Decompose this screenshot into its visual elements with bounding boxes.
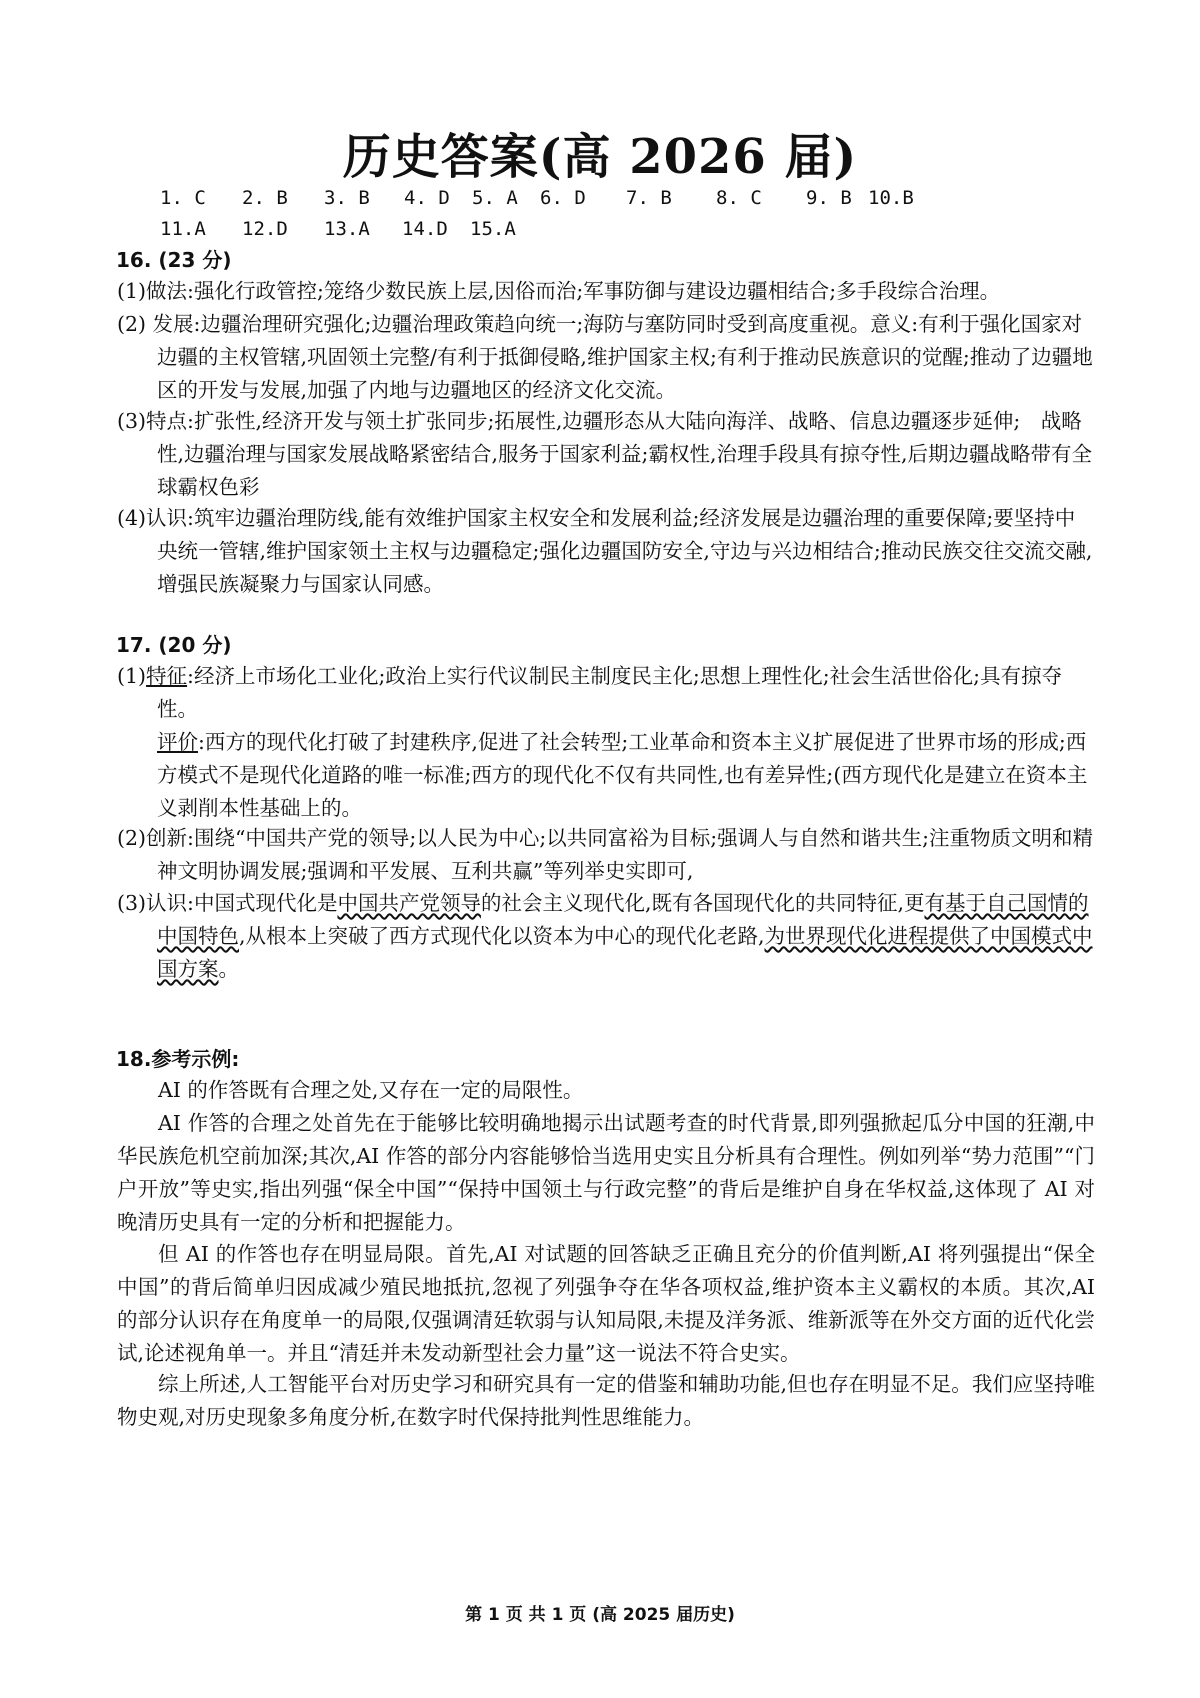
q18-paragraph-2: AI 作答的合理之处首先在于能够比较明确地揭示出试题考查的时代背景,即列强掀起瓜分中国的狂潮,中华民族危机空前加深;其次,AI 作答的部分内容能够恰当选用史实且分析具有合理性。例如列举“势力范围”“门户开放”等史实,指出列强“保全中国”“保持中国领土与行政完整”的背后是维护自身在华权益,这体现了 AI 对晚清历史具有一定的分析和把握能力。: [117, 1111, 1095, 1234]
q17-heading: 17. (20 分): [116, 633, 232, 657]
q17-part-1: [117, 660, 1095, 726]
q17-part-2: (2)创新:围绕“中国共产党的领导;以人民为中心;以共同富裕为目标;强调人与自然和谐共生;注重物质文明和精神文明协调发展;强调和平发展、互利共赢”等列举史实即可,: [117, 826, 1094, 883]
mc-answer: 10.B: [868, 187, 914, 209]
mc-answer: 13.A: [324, 218, 370, 240]
mc-answers-row-2: [160, 218, 516, 240]
mc-answer: 15.A: [470, 218, 516, 240]
mc-answer: 9. B: [806, 187, 852, 209]
q16-part-2: (2) 发展:边疆治理研究强化;边疆治理政策趋向统一;海防与塞防同时受到高度重视。意义:有利于强化国家对边疆的主权管辖,巩固领土完整/有利于抵御侵略,维护国家主权;有利于推动民族意识的觉醒;推动了边疆地区的开发与发展,加强了内地与边疆地区的经济文化交流。: [117, 312, 1093, 402]
item-number: (1): [117, 664, 147, 688]
wavy-underlined-text: 为世界现代化进程提供了中国模式中国方案: [157, 924, 1093, 981]
wavy-underlined-text: 有基于自己国情的中国特色: [157, 891, 1089, 948]
q18-paragraph-3: 但 AI 的作答也存在明显局限。首先,AI 对试题的回答缺乏正确且充分的价值判断,AI 将列强提出“保全中国”的背后简单归因成减少殖民地抵抗,忽视了列强争夺在华各项权益,维护资本主义霸权的本质。其次,AI 的部分认识存在角度单一的局限,仅强调清廷软弱与认知局限,未提及洋务派、维新派等在外交方面的近代化尝试,论述视角单一。并且“清廷并未发动新型社会力量”这一说法不符合史实。: [117, 1242, 1095, 1365]
mc-answer: 5. A: [472, 187, 518, 209]
q17-part-1-evaluation: [157, 726, 1095, 825]
q16-part-4: (4)认识:筑牢边疆治理防线,能有效维护国家主权安全和发展利益;经济发展是边疆治理的重要保障;要坚持中央统一管辖,维护国家领土主权与边疆稳定;强化边疆国防安全,守边与兴边相结合;推动民族交往交流交融,增强民族凝聚力与国家认同感。: [117, 506, 1093, 596]
q18-paragraph-1: AI 的作答既有合理之处,又存在一定的局限性。: [158, 1078, 584, 1102]
item-text: :经济上市场化工业化;政治上实行代议制民主制度民主化;思想上理性化;社会生活世俗化;具有掠夺性。: [157, 664, 1063, 721]
mc-answer: 12.D: [242, 218, 288, 240]
page-title: 历史答案(高 2026 届): [342, 129, 858, 185]
q18-heading: 18.参考示例:: [116, 1047, 240, 1071]
mc-answer: 7. B: [626, 187, 672, 209]
page-footer: 第 1 页 共 1 页 (高 2025 届历史): [465, 1605, 735, 1625]
item-text: 。: [218, 957, 239, 981]
mc-answer: 11.A: [160, 218, 206, 240]
wavy-underlined-text: 中国共产党领导: [337, 891, 481, 915]
mc-answer: 6. D: [540, 187, 586, 209]
q16-part-1: (1)做法:强化行政管控;笼络少数民族上层,因俗而治;军事防御与建设边疆相结合;多手段综合治理。: [117, 279, 1001, 303]
underlined-label: 特征: [146, 664, 188, 688]
item-text: ,从根本上突破了西方式现代化以资本为中心的现代化老路,: [239, 924, 765, 948]
mc-answer: 8. C: [716, 187, 762, 209]
q16-heading: 16. (23 分): [116, 248, 232, 272]
item-text: :西方的现代化打破了封建秩序,促进了社会转型;工业革命和资本主义扩展促进了世界市场的形成;西方模式不是现代化道路的唯一标准;西方的现代化不仅有共同性,也有差异性;(西方现代化是建立在资本主义剥削本性基础上的。: [157, 730, 1088, 820]
q18-paragraph-4: 综上所述,人工智能平台对历史学习和研究具有一定的借鉴和辅助功能,但也存在明显不足。我们应坚持唯物史观,对历史现象多角度分析,在数字时代保持批判性思维能力。: [117, 1372, 1095, 1429]
mc-answer: 4. D: [404, 187, 450, 209]
item-text: (3)认识:中国式现代化是: [117, 891, 338, 915]
item-text: 的社会主义现代化,既有各国现代化的共同特征,更: [480, 891, 925, 915]
mc-answer: 1. C: [160, 187, 206, 209]
mc-answer: 14.D: [402, 218, 448, 240]
q17-part-3: [117, 887, 1095, 986]
underlined-label: 评价: [157, 730, 198, 754]
mc-answer: 3. B: [324, 187, 370, 209]
mc-answers-row-1: [160, 187, 914, 209]
q16-part-3: (3)特点:扩张性,经济开发与领土扩张同步;拓展性,边疆形态从大陆向海洋、战略、信息边疆逐步延伸; 战略性,边疆治理与国家发展战略紧密结合,服务于国家利益;霸权性,治理手段具有掠夺性,后期边疆战略带有全球霸权色彩: [117, 409, 1092, 499]
mc-answer: 2. B: [242, 187, 288, 209]
